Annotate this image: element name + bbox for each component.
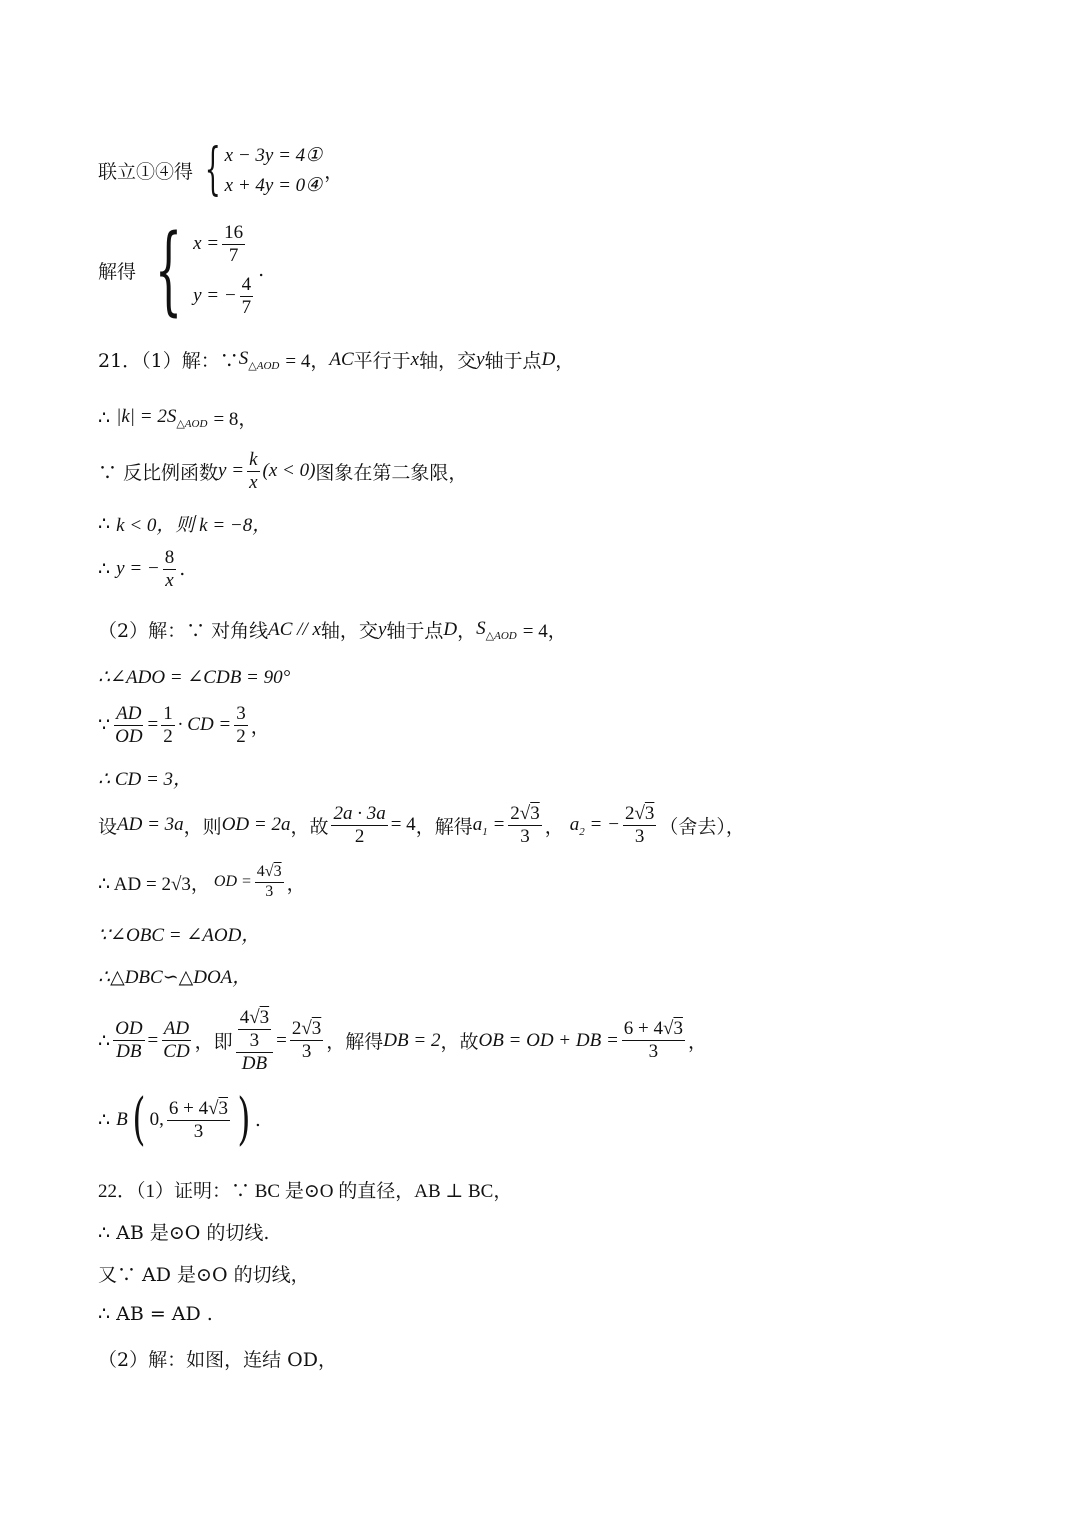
q21-part2-line-5: 设 AD = 3a ，则 OD = 2a ，故 $\frac{2a \cdot 3a}{2}$ = 4 ，解得 $a_1$ = $\frac{2√3}{3}$ ， $a_2$ = − $\frac{2√3}{3}$ （舍去）， bbox=[98, 803, 745, 847]
q21-part2-line-7: ∵∠OBC = ∠AOD， bbox=[98, 925, 261, 946]
solve-label: 解得 bbox=[98, 260, 137, 283]
brace: { bbox=[154, 214, 183, 326]
equation-4: x + 4y = 0④ bbox=[224, 174, 323, 196]
x-fraction: $\frac{16}{7}$ bbox=[224, 221, 244, 266]
q22-line-1: 22．（1）证明：∵ BC 是⊙O 的直径，AB ⊥ BC， bbox=[98, 1181, 513, 1202]
q21-part2-line-3: ∵ $\frac{AD}{OD}$ = $\frac{1}{2}$ · CD = $\frac{3}{2}$ ， bbox=[98, 703, 270, 747]
combine-label: 联立①④得 bbox=[98, 160, 194, 183]
q21-line-2: ∴ $|k| = 2S_{\triangle AOD}$ = 8， bbox=[98, 405, 258, 430]
equation-1: x − 3y = 4① bbox=[224, 144, 323, 166]
q21-part2-line-8: ∴△DBC∽△DOA， bbox=[98, 967, 252, 988]
q21-line-5: ∴ y = − $\frac{8}{x}$ . bbox=[98, 547, 186, 591]
q21-line-3: ∵ 反比例函数 y = $\frac{k}{x}$ (x < 0) 图象在第二象限， bbox=[98, 449, 468, 493]
comma: ， bbox=[324, 160, 344, 183]
q21-line-1: 21．（1）解：∵ $S_{\triangle AOD}$ = 4， AC 平行于 x 轴，交 y 轴于点 D ， bbox=[98, 347, 575, 372]
q21-part2-line-6: ∴ AD = 2√3， OD = $\frac{4√3}{3}$ ， bbox=[98, 863, 306, 900]
q21-part2-line-10: ∴ B ( 0, $\frac{6 + 4√3}{3}$ ) . bbox=[98, 1087, 261, 1152]
q21-line-4: ∴ k < 0，则 k = −8， bbox=[98, 512, 272, 536]
q21-part2-line-4: ∴ CD = 3， bbox=[98, 769, 193, 790]
q21-part2-line-2: ∴∠ADO = ∠CDB = 90° bbox=[98, 667, 291, 688]
q22-line-4: ∴ AB = AD . bbox=[98, 1303, 213, 1325]
q22-line-3: 又∵ AD 是⊙O 的切线， bbox=[98, 1264, 310, 1286]
equation-system bbox=[195, 137, 323, 202]
solution-line: 解得 { x = $\frac{16}{7}$ y = − $\frac{4}{7}$ . bbox=[98, 214, 265, 326]
q21-part2-line-9: ∴ $\frac{OD}{DB}$ = $\frac{AD}{CD}$ ，即 $\frac{\frac{4√3}{3}}{DB}$ = $\frac{2√3}{3}$ ，解得 DB = 2 ，故 OB = OD + DB = $\frac{6 + 4√3}{3}$ ， bbox=[98, 1007, 707, 1074]
brace: { bbox=[204, 137, 221, 202]
q22-line-5: （2）解：如图，连结 OD， bbox=[98, 1349, 337, 1371]
q21-part2-line-1: （2）解：∵ 对角线 AC // x 轴，交 y 轴于点 D ， $S_{\triangle AOD}$ = 4， bbox=[98, 617, 567, 642]
y-fraction: $\frac{4}{7}$ bbox=[241, 273, 252, 318]
solution-system: { x = $\frac{16}{7}$ y = − $\frac{4}{7}$ bbox=[154, 214, 252, 326]
system-of-equations-line bbox=[98, 137, 344, 202]
q22-line-2: ∴ AB 是⊙O 的切线. bbox=[98, 1222, 270, 1244]
